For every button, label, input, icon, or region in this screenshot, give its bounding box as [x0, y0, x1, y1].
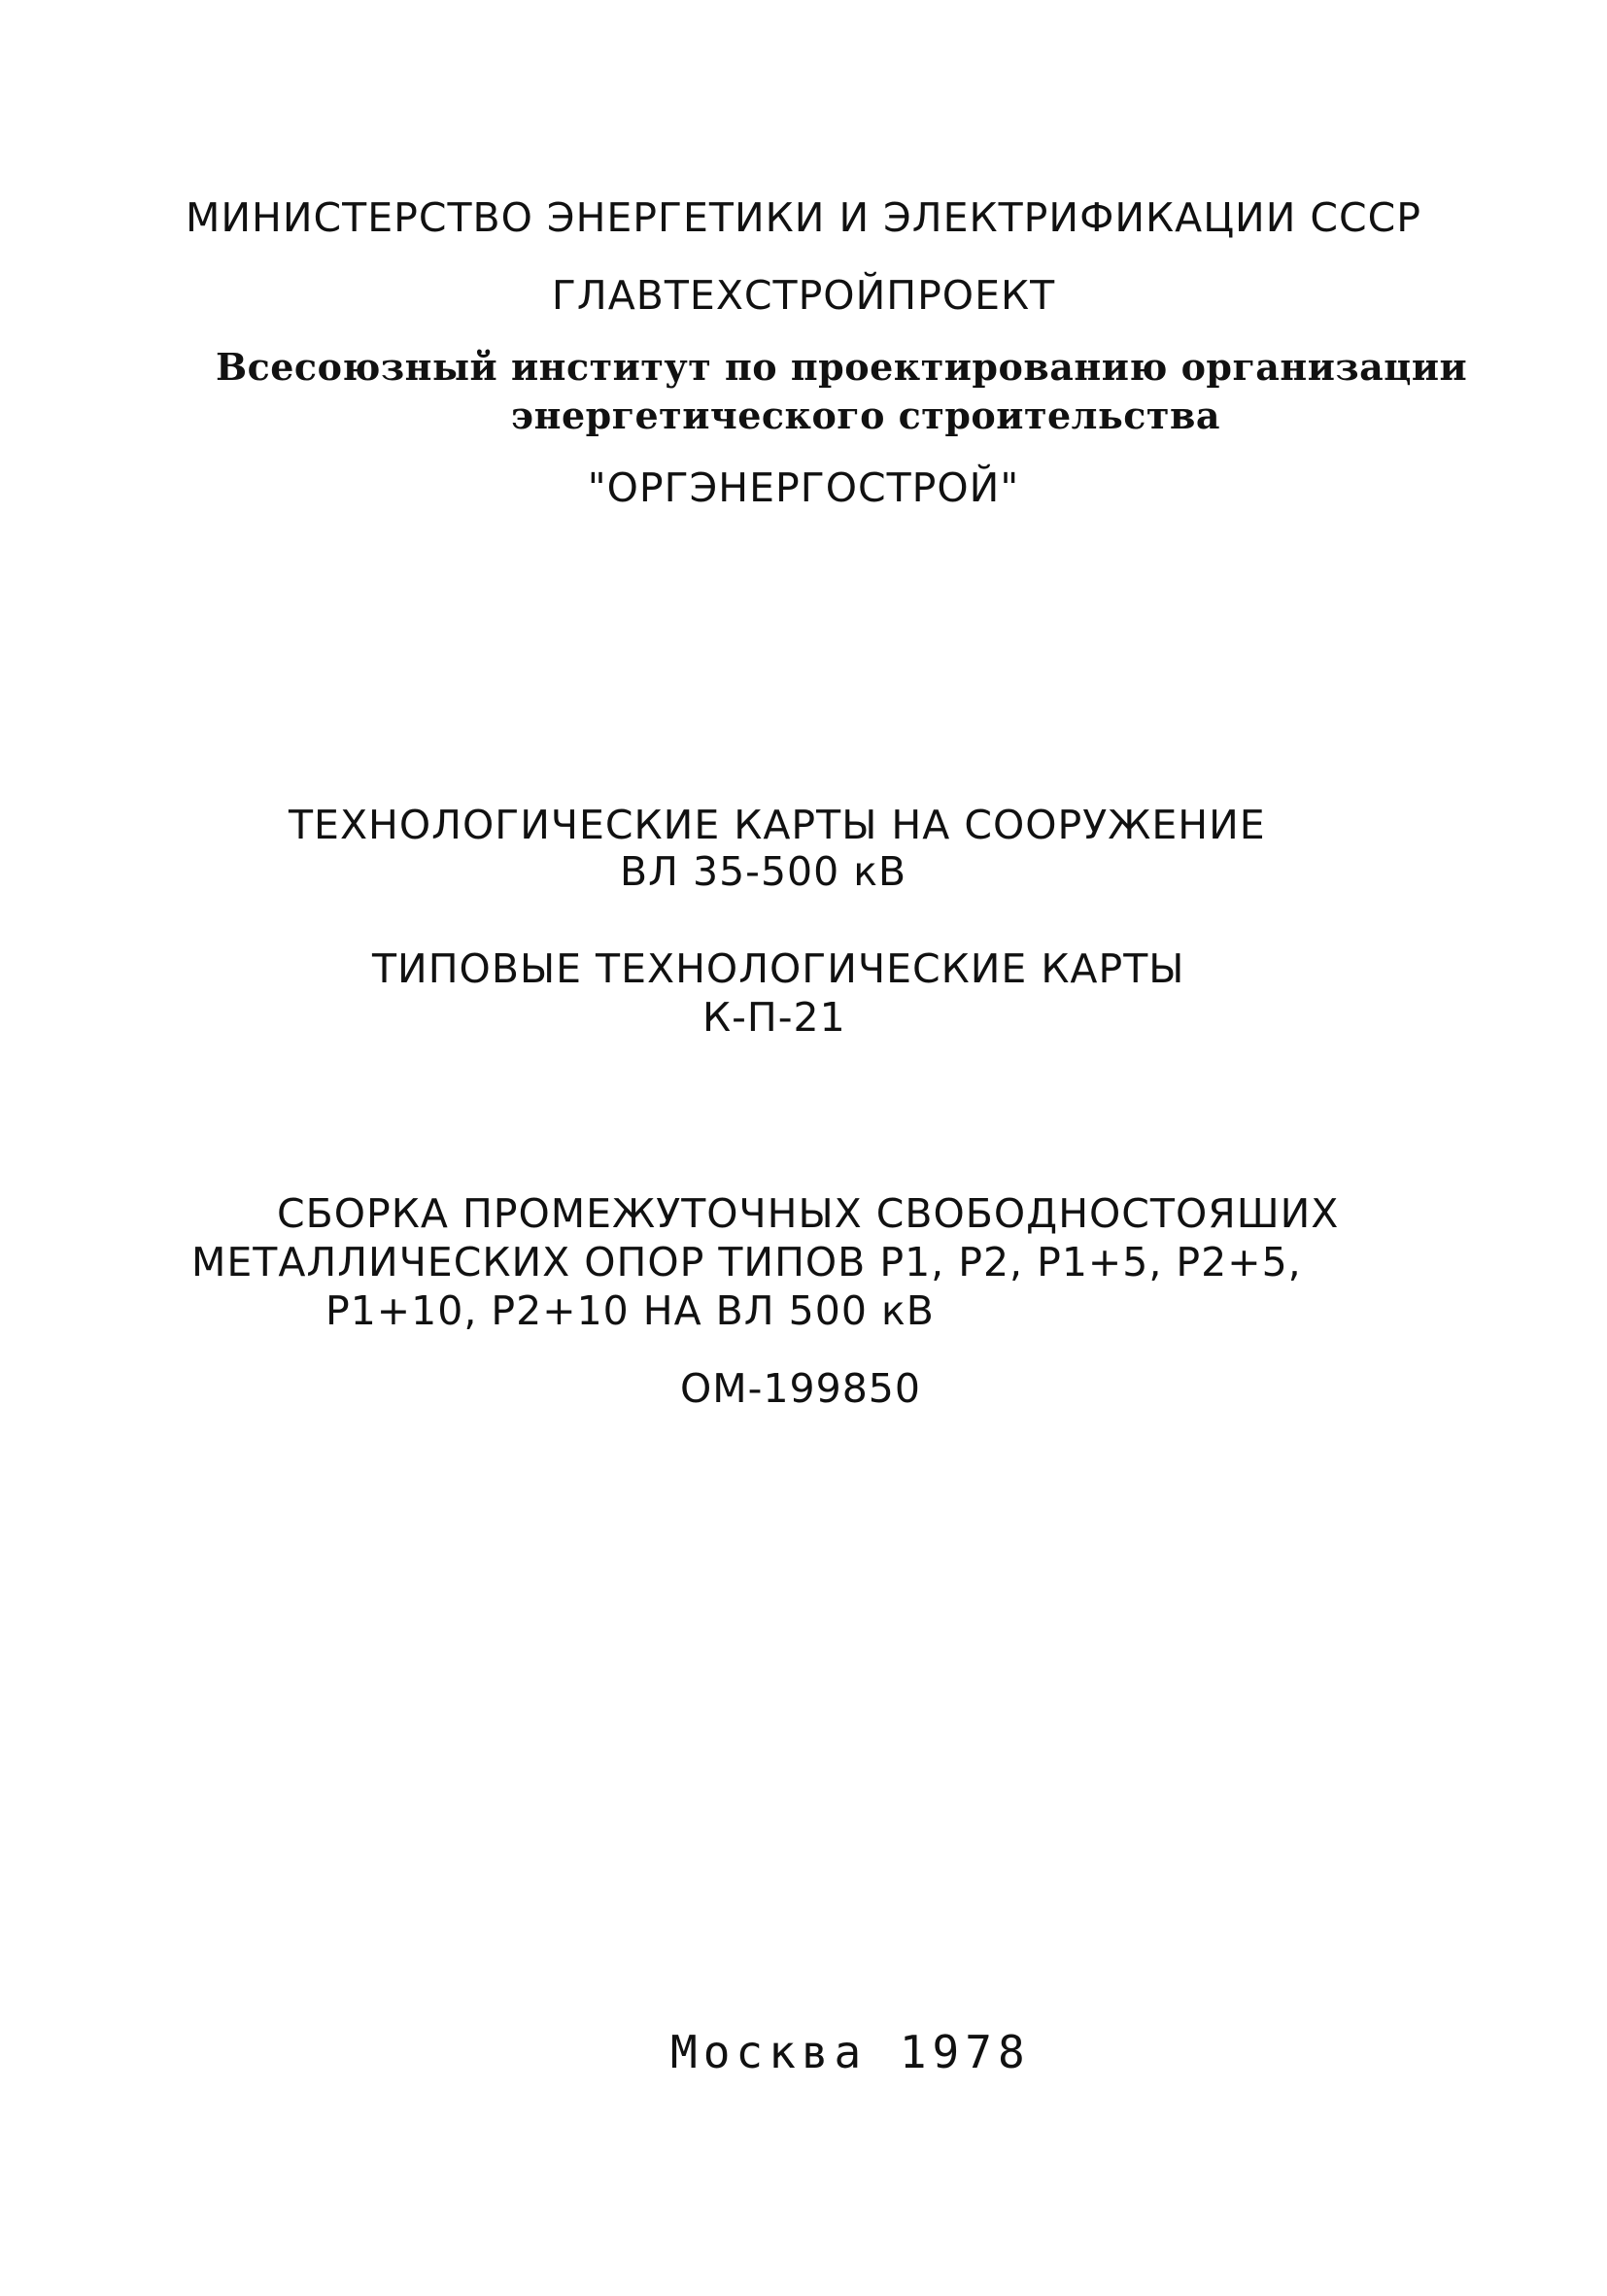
- document-code: ОМ-199850: [680, 1365, 921, 1412]
- document-title-line1: СБОРКА ПРОМЕЖУТОЧНЫХ СВОБОДНОСТОЯШИХ: [277, 1190, 1340, 1237]
- typical-cards-title: ТИПОВЫЕ ТЕХНОЛОГИЧЕСКИЕ КАРТЫ: [372, 945, 1185, 992]
- organization-name: "ОРГЭНЕРГОСТРОЙ": [587, 464, 1020, 511]
- document-title-line3: Р1+10, Р2+10 НА ВЛ 500 кВ: [325, 1287, 935, 1334]
- typical-cards-code: К-П-21: [702, 994, 846, 1041]
- institute-name-line2: энергетического строительства: [511, 394, 1220, 437]
- series-title-line2: ВЛ 35-500 кВ: [620, 848, 907, 895]
- series-title-line1: ТЕХНОЛОГИЧЕСКИЕ КАРТЫ НА СООРУЖЕНИЕ: [289, 802, 1266, 848]
- ministry-name: МИНИСТЕРСТВО ЭНЕРГЕТИКИ И ЭЛЕКТРИФИКАЦИИ СССР: [185, 194, 1422, 241]
- document-title-line2: МЕТАЛЛИЧЕСКИХ ОПОР ТИПОВ Р1, Р2, Р1+5, Р2+5,: [191, 1239, 1302, 1285]
- department-name: ГЛАВТЕХСТРОЙПРОЕКТ: [551, 272, 1056, 319]
- institute-name-line1: Всесоюзный институт по проектированию организации: [216, 345, 1468, 389]
- city-year: Москва 1978: [670, 2026, 1031, 2078]
